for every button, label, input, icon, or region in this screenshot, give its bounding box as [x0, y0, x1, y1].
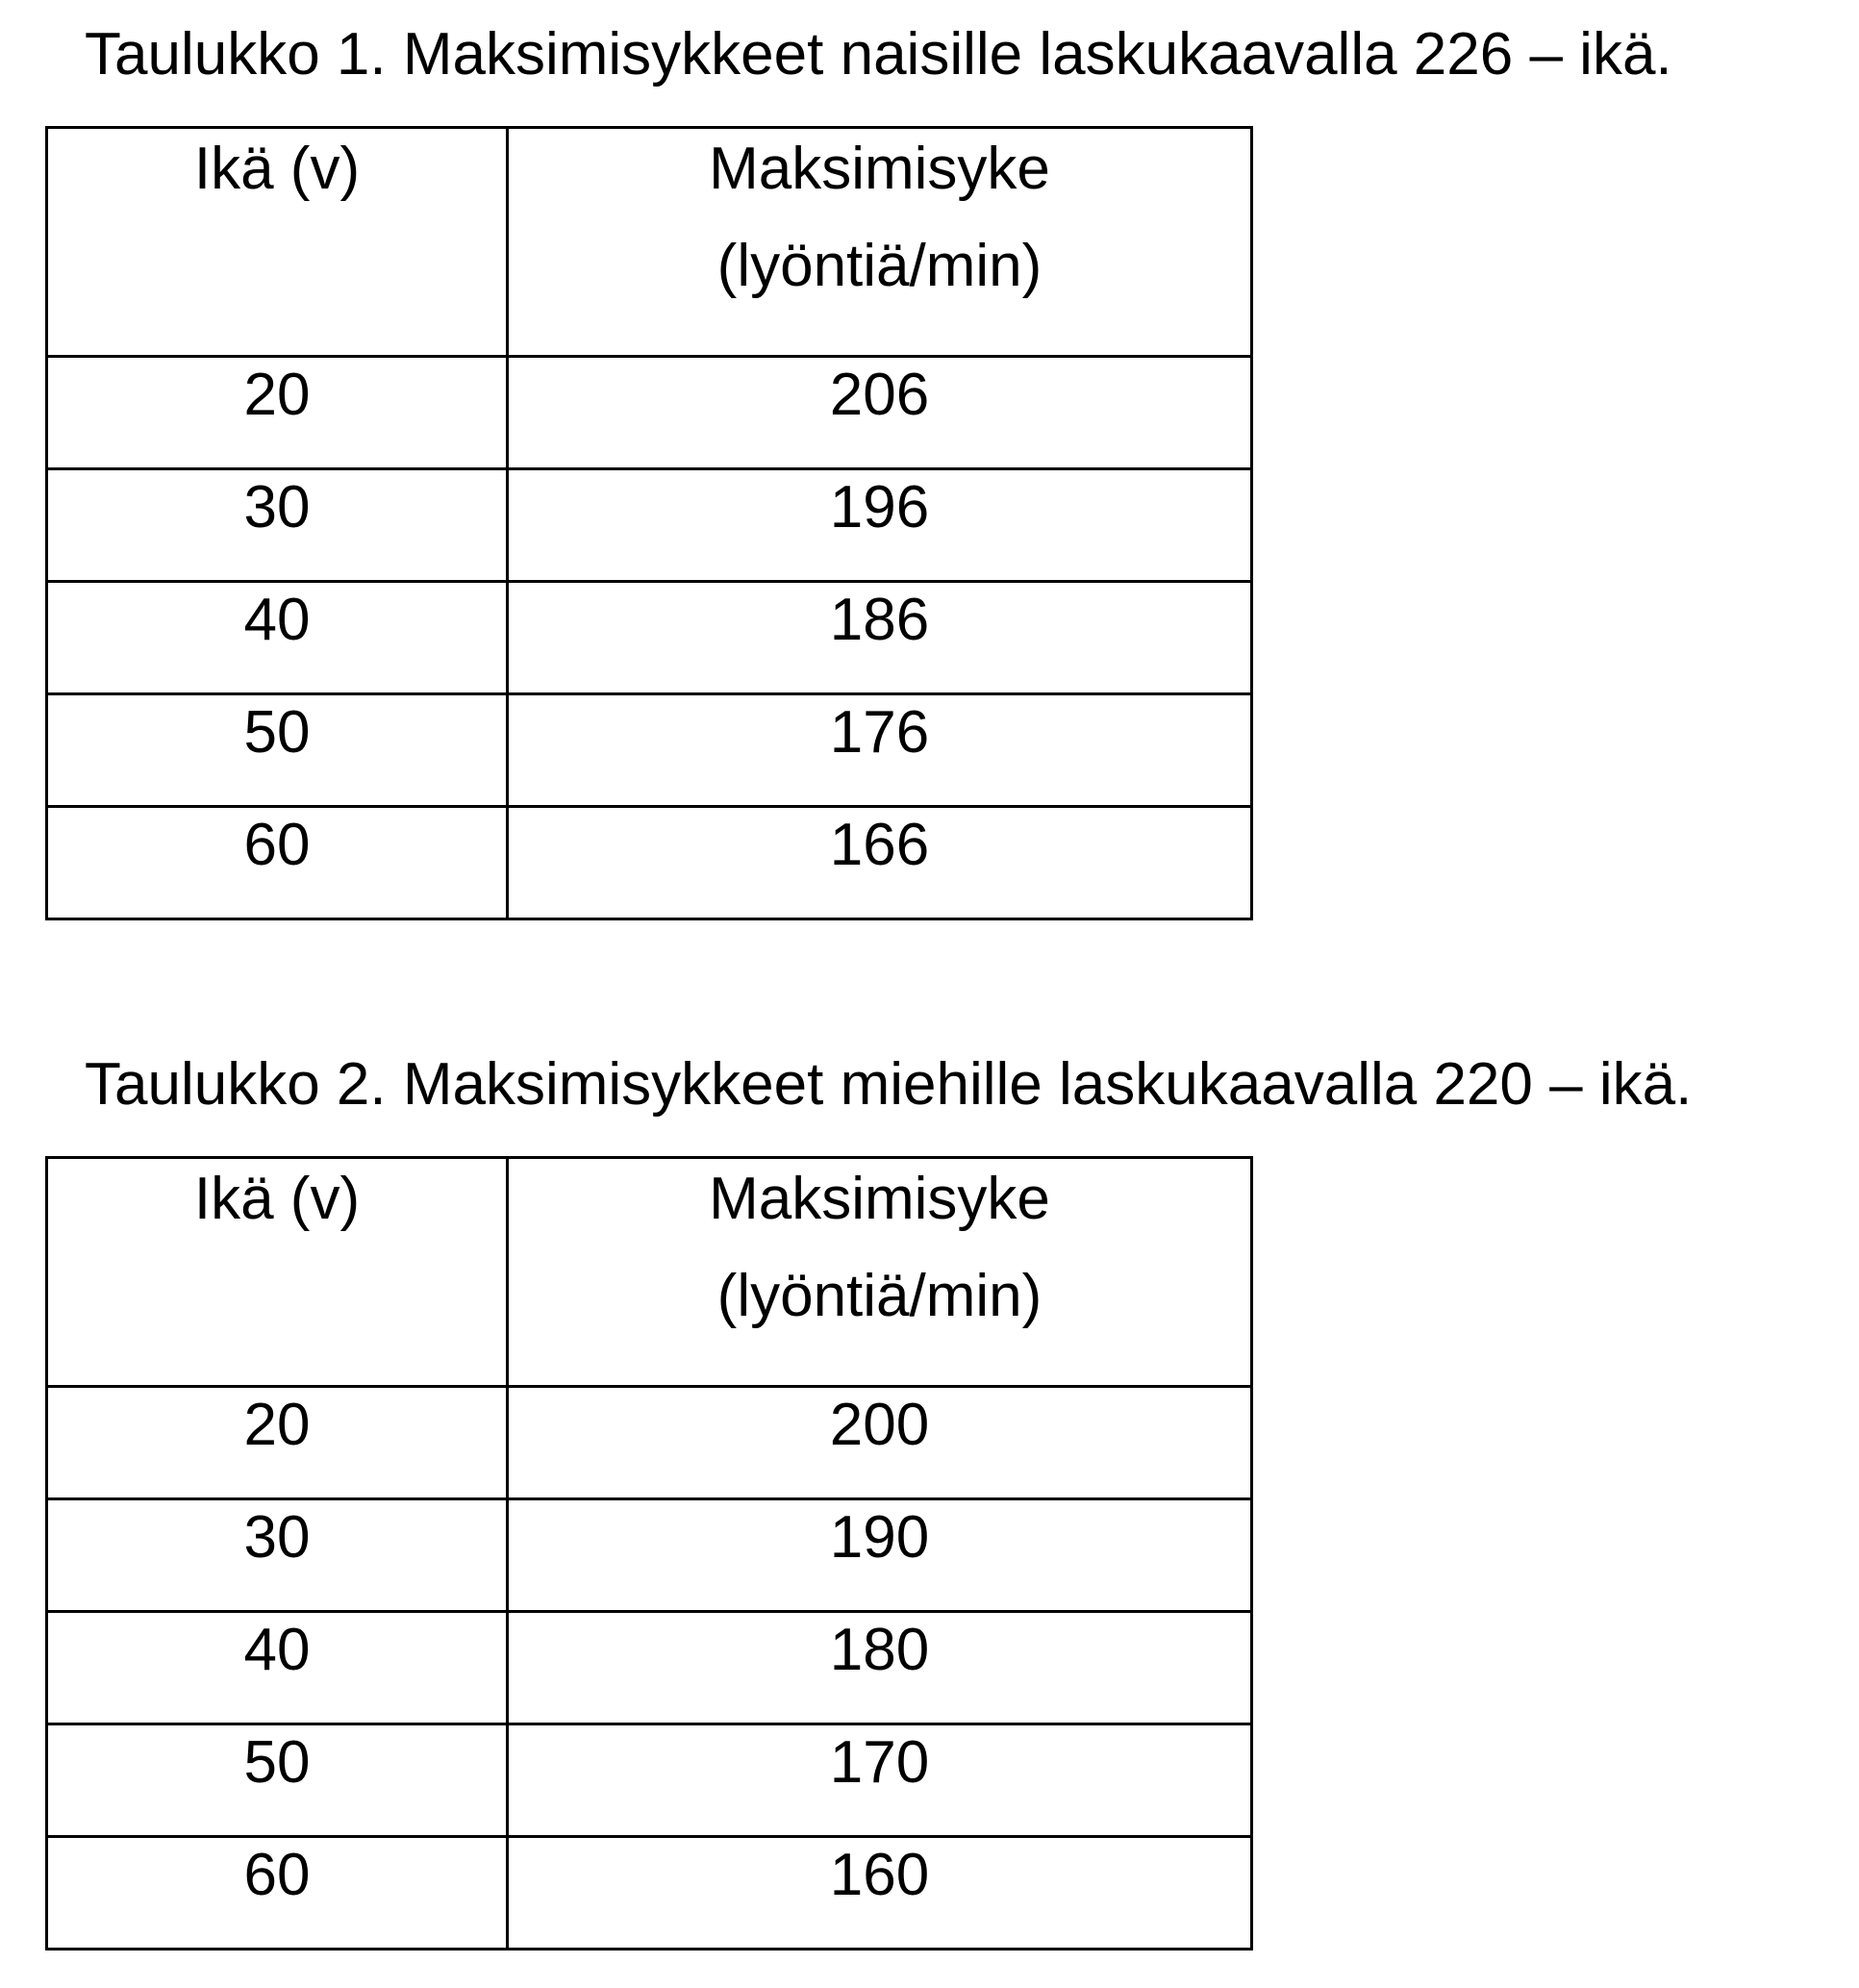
age-header-label: Ikä (v): [193, 136, 361, 202]
table-2-caption: Taulukko 2. Maksimisykkeet miehille laskukaavalla 220 – ikä.: [85, 1051, 1693, 1118]
age-cell: [47, 807, 508, 919]
table-row: [47, 1612, 1252, 1724]
age-value: 40: [243, 1617, 311, 1683]
age-value: 60: [243, 812, 311, 878]
age-cell: [47, 1612, 508, 1724]
table-row: [47, 1837, 1252, 1950]
age-value: 30: [243, 1504, 311, 1571]
max-heart-rate-header-unit: (lyöntiä/min): [716, 233, 1043, 299]
table-row: [47, 582, 1252, 694]
max-heart-rate-header-label: Maksimisyke: [709, 1166, 1050, 1232]
age-cell: [47, 582, 508, 694]
table-header: [47, 1158, 1252, 1387]
table-body: [47, 1387, 1252, 1950]
age-cell: [47, 469, 508, 582]
max-heart-rate-value: 186: [829, 587, 930, 653]
age-header-label: Ikä (v): [193, 1166, 361, 1232]
max-heart-rate-value: 196: [829, 474, 930, 541]
age-value: 60: [243, 1842, 311, 1908]
age-value: 50: [243, 1729, 311, 1796]
max-heart-rate-cell: [508, 1837, 1252, 1950]
age-cell: [47, 1387, 508, 1499]
header-row: [47, 128, 1252, 357]
max-heart-rate-header-unit: (lyöntiä/min): [716, 1263, 1043, 1329]
max-heart-rate-header-label: Maksimisyke: [709, 136, 1050, 202]
max-heart-rate-table-men: [45, 1156, 1253, 1950]
max-heart-rate-cell: [508, 694, 1252, 807]
table-row: [47, 1499, 1252, 1612]
max-heart-rate-cell: [508, 1724, 1252, 1837]
table-row: [47, 1724, 1252, 1837]
age-cell: [47, 1724, 508, 1837]
age-column-header: [47, 1158, 508, 1387]
table-1-caption: Taulukko 1. Maksimisykkeet naisille laskukaavalla 226 – ikä.: [85, 21, 1672, 88]
age-cell: [47, 1499, 508, 1612]
max-heart-rate-value: 200: [829, 1392, 930, 1458]
table-row: [47, 694, 1252, 807]
age-value: 20: [243, 1392, 311, 1458]
header-row: [47, 1158, 1252, 1387]
table-row: [47, 357, 1252, 469]
age-cell: [47, 694, 508, 807]
max-heart-rate-value: 166: [829, 812, 930, 878]
max-heart-rate-column-header: [508, 1158, 1252, 1387]
max-heart-rate-value: 180: [829, 1617, 930, 1683]
table-row: [47, 1387, 1252, 1499]
age-value: 20: [243, 362, 311, 428]
max-heart-rate-cell: [508, 1499, 1252, 1612]
max-heart-rate-value: 190: [829, 1504, 930, 1571]
age-value: 40: [243, 587, 311, 653]
age-cell: [47, 357, 508, 469]
age-column-header: [47, 128, 508, 357]
max-heart-rate-cell: [508, 582, 1252, 694]
max-heart-rate-cell: [508, 357, 1252, 469]
max-heart-rate-value: 170: [829, 1729, 930, 1796]
max-heart-rate-cell: [508, 807, 1252, 919]
max-heart-rate-cell: [508, 1387, 1252, 1499]
table-row: [47, 469, 1252, 582]
max-heart-rate-cell: [508, 469, 1252, 582]
age-value: 30: [243, 474, 311, 541]
table-row: [47, 807, 1252, 919]
max-heart-rate-table-women: [45, 126, 1253, 920]
max-heart-rate-value: 176: [829, 699, 930, 766]
max-heart-rate-value: 206: [829, 362, 930, 428]
max-heart-rate-cell: [508, 1612, 1252, 1724]
age-cell: [47, 1837, 508, 1950]
table-body: [47, 357, 1252, 919]
max-heart-rate-column-header: [508, 128, 1252, 357]
table-header: [47, 128, 1252, 357]
age-value: 50: [243, 699, 311, 766]
max-heart-rate-value: 160: [829, 1842, 930, 1908]
